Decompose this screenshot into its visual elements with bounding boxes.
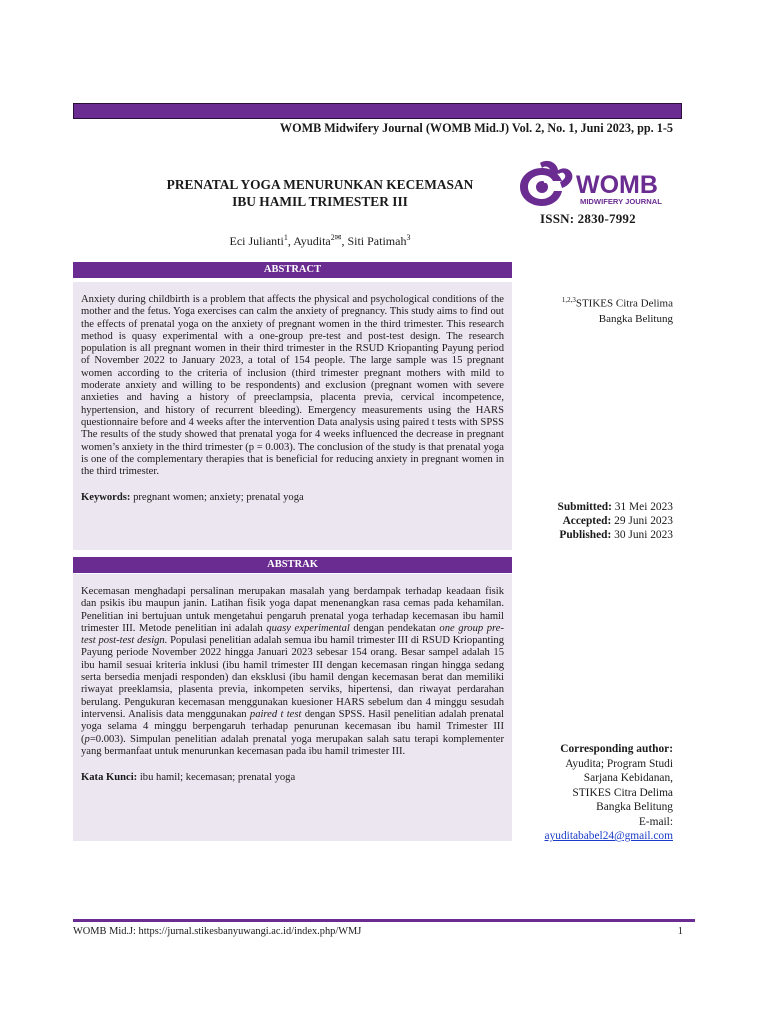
abstrak-heading: ABSTRAK xyxy=(73,557,512,573)
abstract-heading: ABSTRACT xyxy=(73,262,512,278)
kata-kunci-label: Kata Kunci: xyxy=(81,772,138,784)
footer-journal-url: WOMB Mid.J: https://jurnal.stikesbanyuwangi.ac.id/index.php/WMJ xyxy=(73,926,362,937)
published-date: Published: 30 Juni 2023 xyxy=(559,529,673,542)
author-1: Eci Julianti xyxy=(229,234,284,248)
keywords-label: Keywords: xyxy=(81,492,131,504)
title-line-1: PRENATAL YOGA MENURUNKAN KECEMASAN xyxy=(166,177,474,192)
abstract-text: Anxiety during childbirth is a problem that affects the physical and psychological conditions of the mother and the fetus. Yoga exercises can calm the anxiety of pregnancy. This study aims to find out the effects of prenatal yoga on the anxiety of pregnant women in the third trimester. This research method is quasy experimental with a one-group pre-test and post-test design. The research population is all pregnant women in their third trimester in the RSUD Kriopanting Payung period of November 2022 to January 2023, a total of 154 people. The large sample was 15 pregnant women according to the criteria of inclusion (third trimester pregnant mothers with mild to moderate anxiety and willing to be respondents) and exclusion (pregnant women with severe anxieties and having a history of preeclampsia, placenta previa, cervical incompetence, hypertension, and history of recurrent bleeding). Emergency measurements using the HARS questionnaire before and 4 weeks after the intervention Data analysis using paired t tests with SPSS The results of the study showed that prenatal yoga for 4 weeks influenced the decrease in pregnant women’s anxiety in the third trimester (p = 0.003). The conclusion of the study is that prenatal yoga is one of the complementary therapies that is beneficial for reducing anxiety in pregnant women in the third trimester. xyxy=(81,294,504,478)
author-3: Siti Patimah xyxy=(347,234,407,248)
submitted-date: Submitted: 31 Mei 2023 xyxy=(557,501,673,513)
author-2: Ayudita xyxy=(293,234,331,248)
title-line-2: IBU HAMIL TRIMESTER III xyxy=(232,194,408,209)
abstract-box xyxy=(73,282,512,550)
logo-brand: WOMB xyxy=(576,171,658,199)
footer xyxy=(73,926,683,937)
corr-line-2: Sarjana Kebidanan, xyxy=(583,772,673,784)
affiliation xyxy=(520,293,673,327)
abstract-keywords xyxy=(81,492,504,504)
accepted-date: Accepted: 29 Juni 2023 xyxy=(562,515,673,528)
email-label: E-mail: xyxy=(638,815,673,828)
header-bar xyxy=(73,103,682,119)
logo-subtitle: MIDWIFERY JOURNAL xyxy=(580,197,662,206)
corresponding-author xyxy=(500,742,673,844)
affiliation-line-2: Bangka Belitung xyxy=(598,312,673,325)
footer-bar xyxy=(73,919,695,922)
keywords-value: pregnant women; anxiety; prenatal yoga xyxy=(130,492,304,504)
author-2-sup: 2✉ xyxy=(330,233,342,242)
corresponding-label: Corresponding author: xyxy=(560,743,673,755)
kata-kunci-value: ibu hamil; kecemasan; prenatal yoga xyxy=(137,772,296,784)
issn: ISSN: 2830-7992 xyxy=(540,211,636,226)
abstrak-box xyxy=(73,574,512,841)
article-title xyxy=(120,176,520,210)
affiliation-sup: 1,2,3 xyxy=(561,296,576,304)
corr-line-1: Ayudita; Program Studi xyxy=(565,757,673,770)
corr-line-4: Bangka Belitung xyxy=(596,801,673,813)
page-number: 1 xyxy=(677,926,683,937)
abstrak-text: Kecemasan menghadapi persalinan merupakan masalah yang berdampak terhadap keadaan fisik dan psikis ibu maupun janin. Latihan fisik yoga dapat menenangkan rasa cemas pada kehamilan. Penelitian ini bertujuan untuk mengetahui pengaruh prenatal yoga terhadap kecemasan ibu hamil trimester III. Metode penelitian ini adalah quasy experimental dengan pendekatan one group pre-test post-test design. Populasi penelitian adalah semua ibu hamil trimester III di RSUD Kriopanting Payung periode November 2022 hingga Januari 2023 sebesar 154 orang. Besar sampel adalah 15 ibu hamil sesuai kriteria inklusi (ibu hamil trimester III dengan kecemasan ringan hingga sedang serta bersedia menjadi responden) dan eksklusi (ibu hamil dengan kecemasan berat dan memiliki riwayat preeklamsia, plasenta previa, inkompeten serviks, hipertensi, dan riwayat perdarahan berulang. Pengukuran kecemasan menggunakan kuesioner HARS sebelum dan 4 minggu sesudah intervensi. Analisis data menggunakan paired t test dengan SPSS. Hasil penelitian adalah prenatal yoga selama 4 minggu berpengaruh terhadap penurunan kecemasan ibu hamil Trimester III (p=0.003). Simpulan penelitian adalah prenatal yoga merupakan salah satu terapi komplementer yang bermanfaat untuk menurunkan kecemasan pada ibu hamil trimester III. xyxy=(81,586,505,757)
author-1-sup: 1 xyxy=(283,233,288,242)
journal-citation: WOMB Midwifery Journal (WOMB Mid.J) Vol. 2, No. 1, Juni 2023, pp. 1-5 xyxy=(279,121,673,135)
affiliation-line-1: STIKES Citra Delima xyxy=(575,297,673,310)
womb-logo xyxy=(518,160,678,210)
corr-line-3: STIKES Citra Delima xyxy=(572,786,673,799)
author-3-sup: 3 xyxy=(406,233,411,242)
abstrak-keywords xyxy=(81,772,504,784)
email-link[interactable]: ayuditababel24@gmail.com xyxy=(544,830,673,842)
article-dates xyxy=(520,500,673,543)
author-list: Eci Julianti$^1$, Ayudita$^{2✉}$, Siti Patimah$^3$ xyxy=(229,233,411,248)
womb-emblem-icon xyxy=(520,161,572,206)
